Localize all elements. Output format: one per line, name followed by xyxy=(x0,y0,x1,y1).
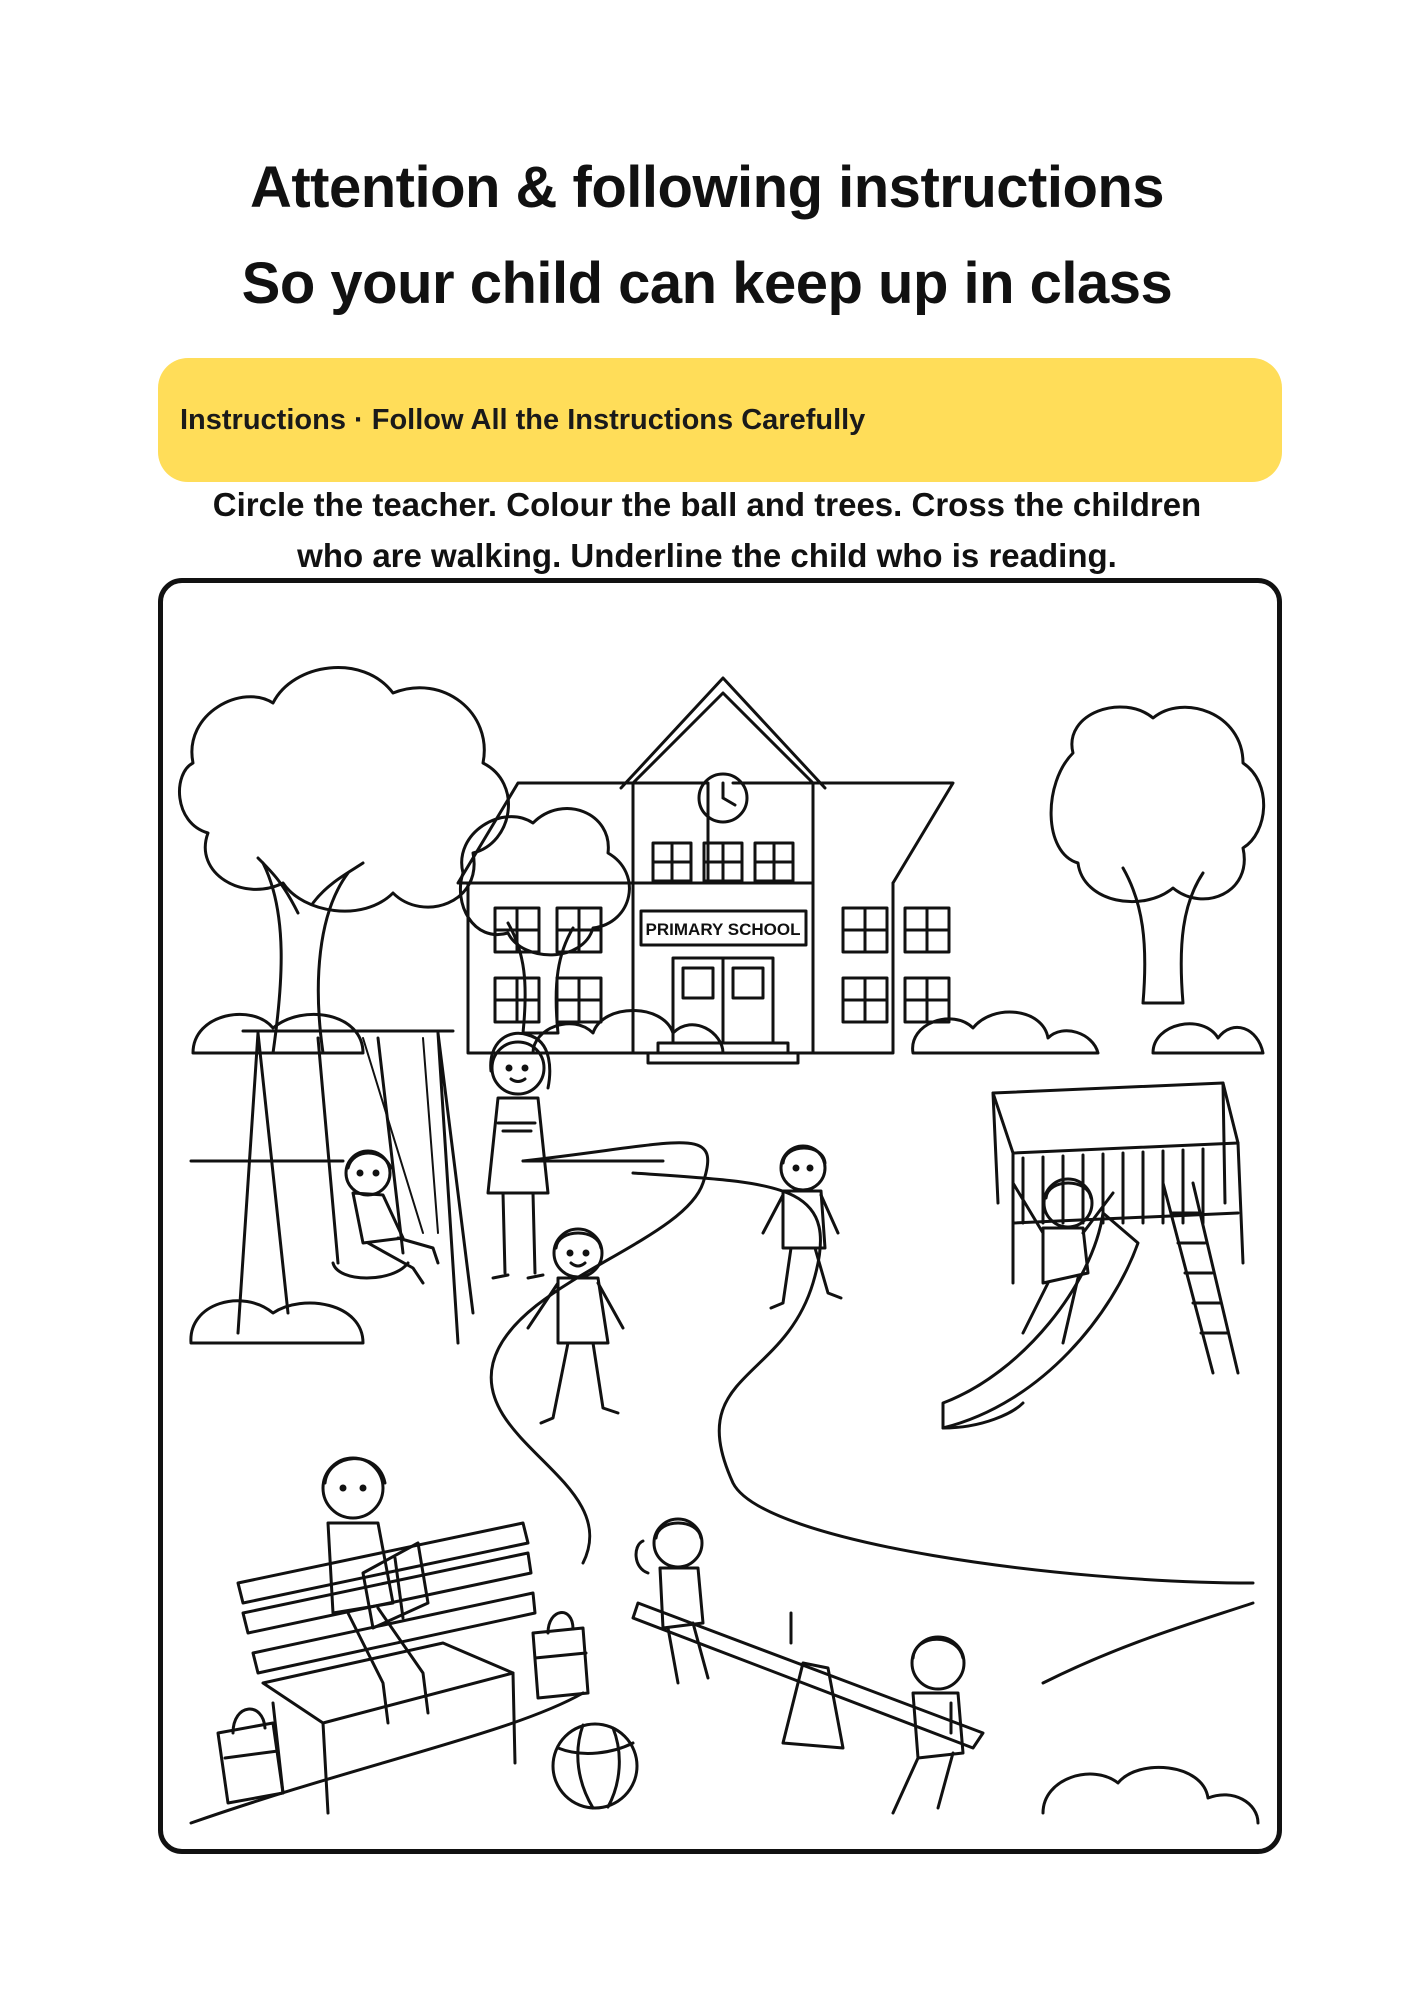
jungle-gym xyxy=(993,1083,1243,1283)
playground-path xyxy=(491,1143,1253,1583)
instruction-line-1: Circle the teacher. Colour the ball and trees. Cross the children xyxy=(212,486,1202,523)
backpack-right xyxy=(533,1613,588,1698)
playground-illustration xyxy=(163,583,1277,1849)
teacher-figure xyxy=(488,1033,550,1278)
tree-left xyxy=(179,668,508,1053)
child-on-seesaw-right xyxy=(893,1637,964,1813)
ground-lines xyxy=(191,1161,1253,1823)
instructions-banner-label: Instructions · Follow All the Instructions Carefully xyxy=(180,403,866,436)
school-sign-label: PRIMARY SCHOOL xyxy=(645,920,801,939)
beach-ball xyxy=(553,1724,637,1808)
instruction-line-2: who are walking. Underline the child who is reading. xyxy=(297,537,1117,574)
page-title-line-2: So your child can keep up in class xyxy=(241,251,1173,316)
backpack-left xyxy=(218,1709,283,1803)
tree-small-left xyxy=(460,809,629,1033)
school-building xyxy=(458,678,953,1063)
reading-child xyxy=(323,1458,428,1723)
swing-set xyxy=(238,1031,473,1343)
bushes-back xyxy=(191,1011,1263,1824)
walking-child-right xyxy=(763,1146,841,1308)
page-title-line-1: Attention & following instructions xyxy=(249,155,1165,220)
tree-right xyxy=(1051,707,1264,1003)
instructions-banner xyxy=(158,358,1282,482)
child-on-seesaw-left xyxy=(636,1519,708,1683)
playground-illustration-frame xyxy=(158,578,1282,1854)
